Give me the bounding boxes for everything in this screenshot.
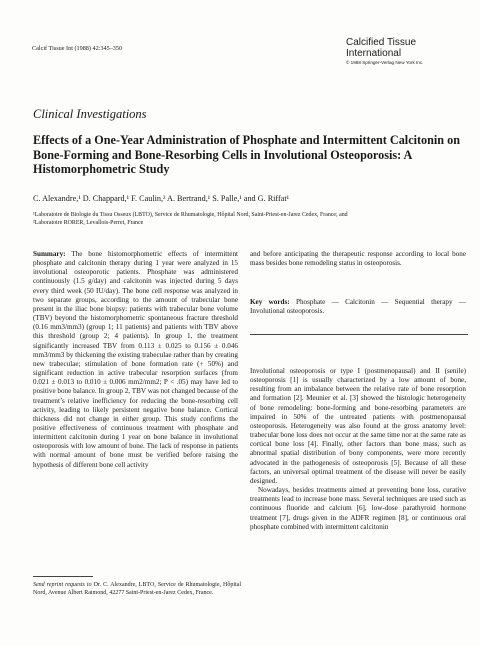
summary-heading: Summary: — [33, 250, 66, 258]
journal-name-line2: International — [346, 48, 402, 59]
reprint-footnote — [33, 581, 241, 597]
footnote-label: Send reprint requests to — [33, 582, 92, 588]
journal-name-line1: Calcified Tissue — [346, 37, 417, 48]
summary-continued: and before anticipating the therapeutic response according to local bone mass besides bone remodeling status in osteoporosis. — [250, 250, 466, 268]
keywords — [250, 298, 466, 316]
summary-abstract — [33, 250, 238, 470]
affiliations — [33, 211, 469, 227]
article-title: Effects of a One-Year Administration of Phosphate and Intermittent Calcitonin on Bone-Forming and Bone-Resorbing Cells in Involutional Osteoporosis: A Histomorphometric Study — [33, 133, 461, 176]
journal-citation: Calcif Tissue Int (1988) 42:345–350 — [32, 45, 123, 52]
footnote-text: Dr. C. Alexandre, LBTO, Service de Rhumatologie, Hôpital Nord, Avenue Albert Raimond, 42277 Saint-Priest-en-Jarez Cedex, France. — [33, 582, 241, 596]
affiliation-1: ¹Laboratoire de Biologie du Tissu Osseux (LBTO), Service de Rhumatologie, Hôpital Nord, Saint-Priest-en-Jarez Cedex, France; and — [33, 212, 348, 218]
journal-masthead — [346, 37, 466, 65]
body-text — [250, 367, 466, 532]
keywords-text: Phosphate — Calcitonin — Sequential therapy — Involutional osteoporosis. — [250, 298, 466, 316]
keywords-heading: Key words: — [250, 298, 290, 306]
author-list: C. Alexandre,¹ D. Chappard,¹ F. Caulin,² A. Bertrand,¹ S. Palle,¹ and G. Riffat¹ — [33, 194, 290, 203]
keywords-divider — [250, 334, 468, 335]
affiliation-2: ²Laboratoire RORER, Levallois-Perret, France — [33, 220, 144, 226]
summary-text: The bone histomorphometric effects of intermittent phosphate and calcitonin therapy during 1 year were analyzed in 15 involutional osteoporotic patients. Phosphate was administered continuously (1.5 g/day) and calcitonin was injected during 5 days every third week (50 IU/day). The bone cell response was analyzed in two separate groups, according to the amount of trabecular bone present in the iliac bone biopsy: patients with trabecular bone volume (TBV) beyond the histomorphometric spontaneous fracture threshold (0.16 mm3/mm3) (group 1; 11 patients) and patients with TBV above this threshold (group 2; 4 patients). In group 1, the treatment significantly increased TBV from 0.113 ± 0.025 to 0.156 ± 0.046 mm3/mm3 by thickening the existing trabeculae rather than by creating new trabeculae; stimulation of bone formation rate (+ 50%) and significant reduction in active trabecular resorption surfaces (from 0.021 ± 0.013 to 0.010 ± 0.006 mm2/mm2; P < .05) may have led to positive bone balance. In group 2, TBV was not changed because of the treatment’s relative inefficiency for reducing the bone-resorbing cell activity, leading to likely persistent negative bone balance. Cortical thickness did not change in either group. This study confirms the positive effectiveness of continuous treatment with phosphate and intermittent calcitonin during 1 year on bone balance in involutional osteoporosis with low amount of bone. The lack of response in patients with normal amount of bone must be verified before raising the hypothesis of different bone cell activity — [33, 250, 238, 469]
footnote-divider — [33, 576, 93, 577]
body-paragraph-2: Nowadays, besides treatments aimed at preventing bone loss, curative treatments lead to increase bone mass. Several techniques are used such as continuous fluoride and calcium [6], low-dose parathyroid hormone treatment [7], drugs given in the ADFR regimen [8], or continuous oral phosphate combined with intermittent calcitonin — [250, 486, 466, 531]
copyright-notice: © 1988 Springer-Verlag New York Inc. — [346, 60, 424, 65]
section-heading: Clinical Investigations — [33, 107, 147, 121]
body-paragraph-1: Involutional osteoporosis or type I (postmenopausal) and II (senile) osteoporosis [1] is usually characterized by a low amount of bone, resulting from an imbalance between the relative rate of bone resorption and formation [2]. Meunier et al. [3] showed the histologic heterogeneity of bone remodeling: bone-forming and bone-resorbing parameters are impaired in 50% of the untreated patients with postmenopausal osteoporosis. Heterogeneity was also found at the gross anatomy level: trabecular bone loss does not occur at the same time nor at the same rate as cortical bone loss [4]. Finally, other factors than bone mass, such as abnormal spatial distribution of bony components, were more recently advocated in the pathogenesis of osteoporosis [5]. Because of all these factors, an universal optimal treatment of the disease will never be easily designed. — [250, 367, 466, 485]
